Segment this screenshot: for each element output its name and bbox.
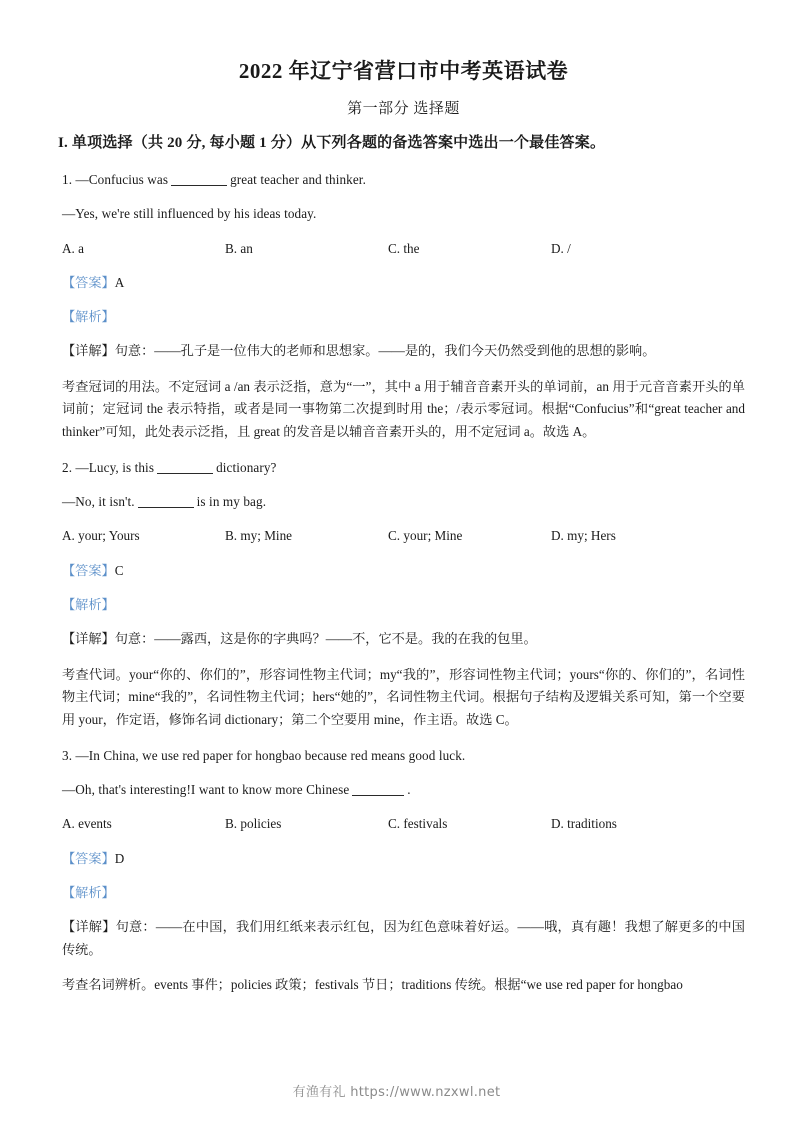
answer-label: 【答案】	[62, 562, 115, 578]
analysis-label: 【解析】	[62, 308, 115, 324]
answer-label: 【答案】	[62, 850, 115, 866]
question-1-option-b[interactable]: B. an	[225, 240, 253, 256]
question-1-options	[62, 238, 745, 259]
question-1-stem	[62, 169, 745, 190]
question-1-answer-value: A	[114, 274, 125, 290]
question-2-reply	[62, 491, 745, 512]
question-2-detail-body: 考查代词。your“你的、你们的”，形容词性物主代词；my“我的”，形容词性物主代词；yours“你的、你们的”，名词性物主代词；mine“我的”，名词性物主代词；hers“她的”，名词性物主代词。根据句子结构及逻辑关系可知，第一个空要用 your，作定语，修饰名词 dictionary；第二个空要用 mine，作主语。故选 C。	[62, 666, 745, 727]
question-1-option-d[interactable]: D. /	[551, 240, 571, 256]
analysis-label: 【解析】	[62, 596, 115, 612]
question-3-answer-value: D	[114, 850, 125, 866]
question-1-option-c[interactable]: C. the	[388, 240, 420, 256]
question-1-stem-prefix: 1. —Confucius was	[62, 171, 169, 187]
question-1-detail-body: 考查冠词的用法。不定冠词 a /an 表示泛指，意为“一”，其中 a 用于辅音音素开头的单词前，an 用于元音音素开头的单词前；定冠词 the 表示特指，或者是同一事物第二次提到时用 the；/表示零冠词。根据“Confucius”和“great teacher and thinker”可知，此处表示泛指，且 great 的发音是以辅音音素开头的，用不定冠词 a。故选 A。	[62, 378, 745, 440]
question-block-1	[62, 169, 745, 444]
question-3-options	[62, 813, 745, 834]
question-block-2	[62, 457, 745, 732]
question-2-stem	[62, 457, 745, 478]
question-3-reply-suffix: .	[407, 782, 411, 798]
section-heading: I. 单项选择（共 20 分, 每小题 1 分）从下列各题的备选答案中选出一个最佳答案。	[58, 135, 606, 152]
question-2-blank-2	[138, 507, 194, 508]
question-2-detail-first: 【详解】句意：——露西，这是你的字典吗？——不，它不是。我的在我的包里。	[62, 630, 537, 646]
question-3-detail-first: 【详解】句意：——在中国，我们用红纸来表示红包，因为红色意味着好运。——哦，真有趣！我想了解更多的中国传统。	[62, 918, 745, 957]
analysis-label: 【解析】	[62, 884, 115, 900]
question-2-option-a[interactable]: A. your; Yours	[62, 528, 140, 544]
page-title: 2022 年辽宁省营口市中考英语试卷	[238, 59, 569, 83]
question-3-reply-prefix: —Oh, that's interesting!I want to know more Chinese	[62, 782, 350, 798]
question-1-option-a[interactable]: A. a	[62, 240, 84, 256]
answer-label: 【答案】	[62, 274, 115, 290]
question-1-stem-suffix: great teacher and thinker.	[230, 171, 366, 187]
question-3-answer-row	[62, 848, 745, 869]
question-3-option-d[interactable]: D. traditions	[551, 816, 617, 832]
question-3-detail-body: 考查名词辨析。events 事件；policies 政策；festivals 节日；traditions 传统。根据“we use red paper for hongbao	[62, 977, 683, 993]
question-2-reply-suffix: is in my bag.	[196, 494, 267, 510]
question-2-stem-prefix: 2. —Lucy, is this	[62, 459, 155, 475]
question-3-option-b[interactable]: B. policies	[225, 816, 282, 832]
question-3-analysis-row	[62, 882, 745, 903]
question-2-options	[62, 525, 745, 546]
question-2-analysis-row	[62, 594, 745, 615]
question-1-reply: —Yes, we're still influenced by his ideas today.	[62, 206, 317, 222]
question-2-reply-prefix: —No, it isn't.	[62, 494, 135, 510]
question-block-3	[62, 745, 745, 997]
question-2-option-d[interactable]: D. my; Hers	[551, 528, 616, 544]
question-3-option-c[interactable]: C. festivals	[388, 816, 448, 832]
question-3-blank	[352, 795, 404, 796]
question-2-blank-1	[157, 473, 213, 474]
question-1-blank	[171, 185, 227, 186]
question-2-answer-value: C	[114, 562, 124, 578]
part-title: 第一部分 选择题	[347, 101, 460, 118]
question-2-option-b[interactable]: B. my; Mine	[225, 528, 293, 544]
question-1-analysis-row	[62, 306, 745, 327]
question-2-answer-row	[62, 560, 745, 581]
question-2-option-c[interactable]: C. your; Mine	[388, 528, 463, 544]
question-3-option-a[interactable]: A. events	[62, 816, 112, 832]
question-1-answer-row	[62, 272, 745, 293]
question-3-reply	[62, 779, 745, 800]
footer-watermark: 有渔有礼 https://www.nzxwl.net	[292, 1085, 501, 1100]
question-1-detail-first: 【详解】句意：——孔子是一位伟大的老师和思想家。——是的，我们今天仍然受到他的思想的影响。	[62, 342, 656, 358]
question-2-stem-suffix: dictionary?	[216, 459, 277, 475]
question-3-stem: 3. —In China, we use red paper for hongbao because red means good luck.	[62, 747, 466, 763]
